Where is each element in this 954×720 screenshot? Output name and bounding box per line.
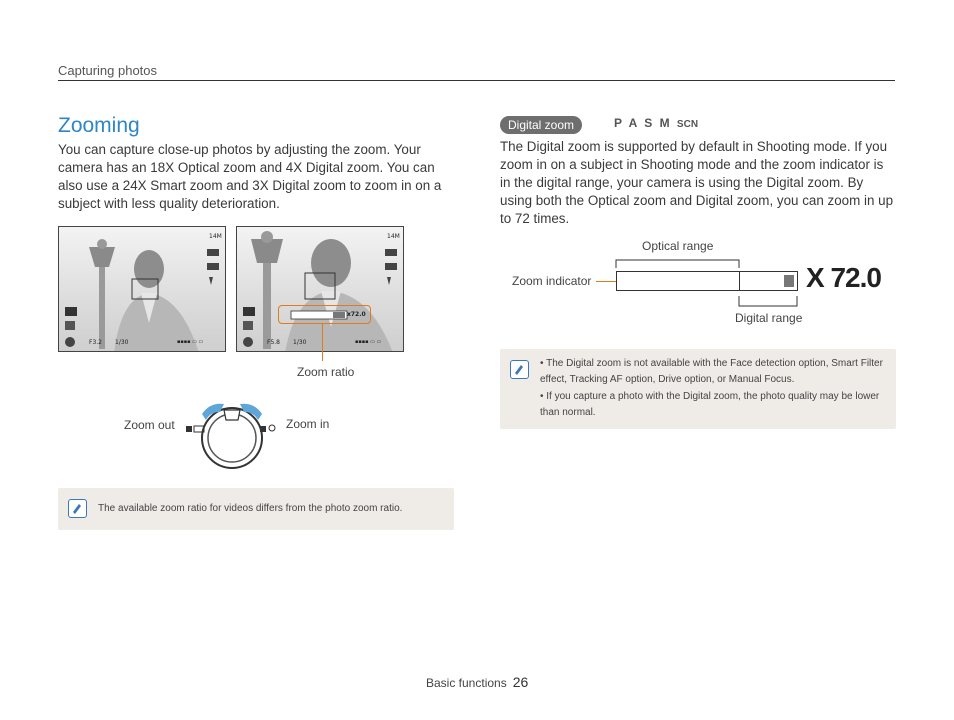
shutter-value: 1/30 [293,339,307,346]
note-box-video-zoom [58,488,454,530]
scene-illustration-zoomed [237,227,404,352]
header-rule [58,80,895,81]
camera-screen-wide [58,226,226,352]
zoom-indicator-pointer [596,281,616,282]
page-number: 26 [512,674,529,690]
status-icons: ▪▪▪▪ ▭ ▭ [355,339,382,345]
supported-modes: P A S M SCN [614,116,699,130]
aperture-value: F5.8 [267,339,280,346]
page-title: Zooming [58,114,140,137]
note-bullet-2: • If you capture a photo with the Digital zoom, the photo quality may be lower than normal. [540,391,880,418]
note-bullet-1: • The Digital zoom is not available with the Face detection option, Smart Filter effect, Tracking AF option, Drive option, or Manual Focus. [540,358,883,385]
zoom-in-label: Zoom in [286,417,330,431]
zoom-lever-illustration [180,398,280,472]
zoom-indicator-label: Zoom indicator [512,274,592,288]
zoom-ratio-callout-line [322,324,323,361]
digital-zoom-badge: Digital zoom [500,116,582,134]
scene-illustration [59,227,226,352]
page-footer: Basic functions 26 [426,674,529,690]
digital-range-label: Digital range [735,311,803,325]
digital-zoom-description: The Digital zoom is supported by default in Shooting mode. If you zoom in on a subject in Shooting mode and the zoom indicator is in the digital range, your camera is using the Digital zoom. By using both the Optical zoom and Digital zoom, you can zoom in up to 72 times. [500,139,894,226]
zoom-ratio-callout-label: Zoom ratio [297,365,355,379]
optical-range-label: Optical range [642,239,714,253]
tele-icon [260,426,266,432]
note-box-digital-zoom [500,349,896,429]
camera-screen-zoomed [236,226,404,352]
note-text: The available zoom ratio for videos differs from the photo zoom ratio. [98,503,403,514]
aperture-value: F3.2 [89,339,102,346]
note-pencil-icon [68,499,87,518]
intro-paragraph: You can capture close-up photos by adjusting the zoom. Your camera has an 18X Optical zoom and 4X Digital zoom. You can also use a 24X Smart zoom and 3X Digital zoom to zoom in on a subject with less quality deterioration. [58,142,442,211]
zoom-out-label: Zoom out [124,418,175,432]
zoom-ratio-highlight [278,305,371,324]
status-icons: ▪▪▪▪ ▭ ▭ [177,339,204,345]
header-section-label: Capturing photos [58,63,158,78]
zoom-ratio-display: X 72.0 [806,262,881,293]
resolution-icon: 14M [387,233,400,240]
note-pencil-icon [510,360,529,379]
zoom-position-marker [784,275,794,287]
zoom-ratio-value: x72.0 [347,311,366,318]
shutter-value: 1/30 [115,339,129,346]
range-divider [739,272,740,290]
resolution-icon: 14M [209,233,222,240]
zoom-indicator-bar [616,271,798,291]
wide-icon [186,426,192,432]
